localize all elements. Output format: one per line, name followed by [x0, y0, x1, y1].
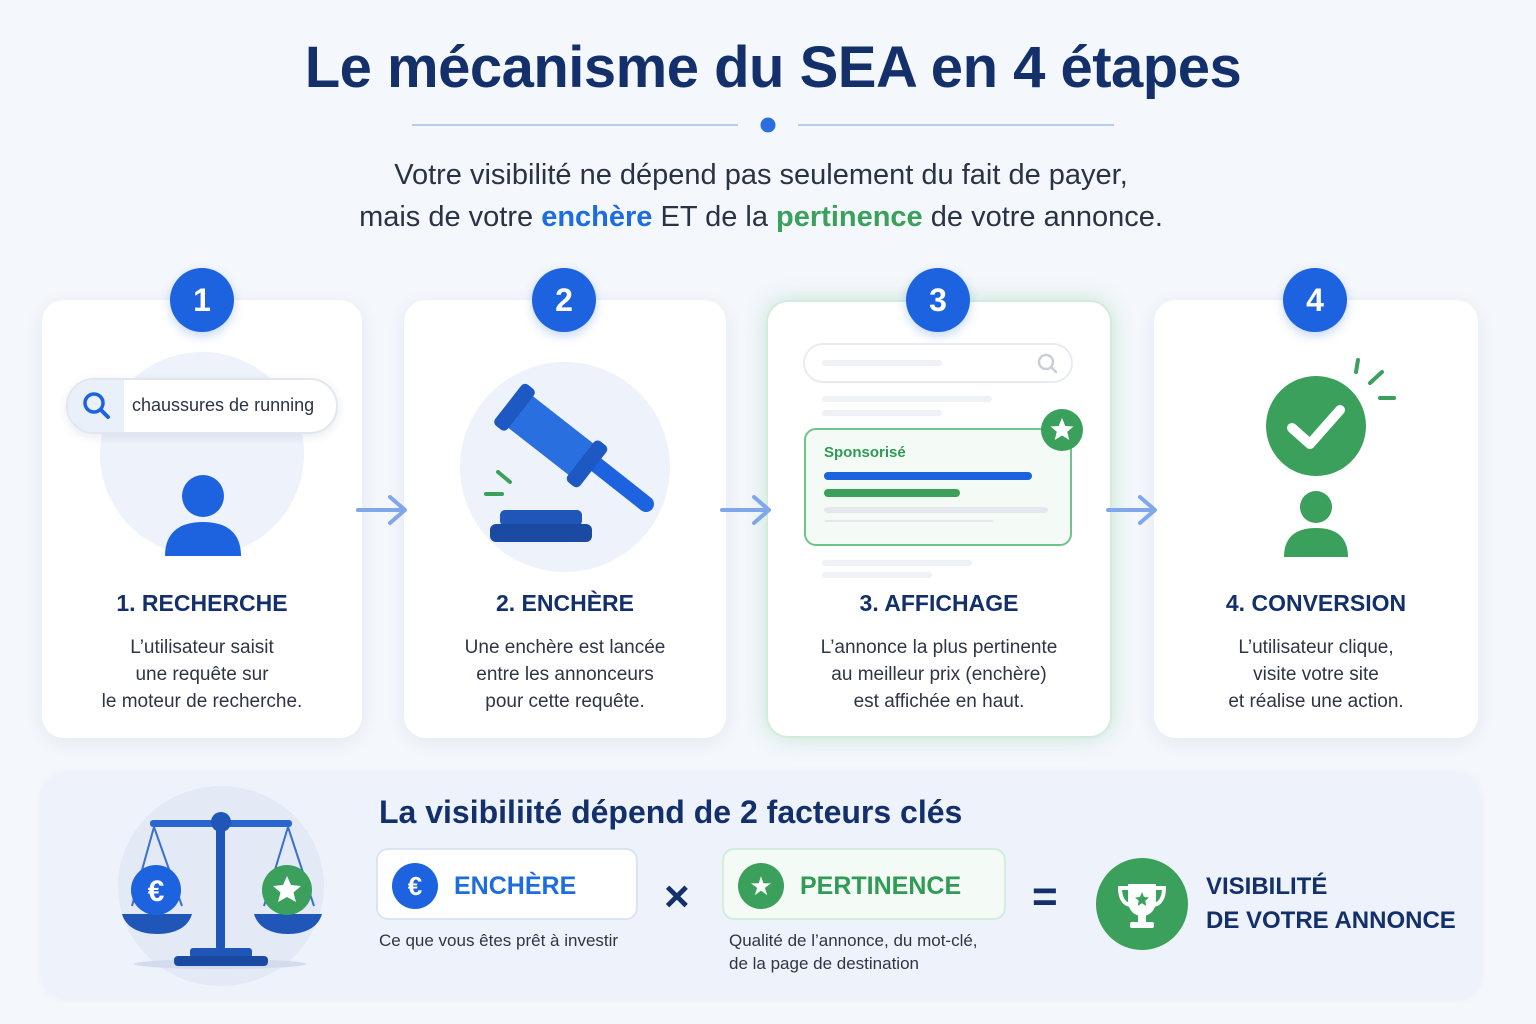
title-divider [0, 116, 1536, 134]
step-desc-1 [42, 634, 362, 715]
arrow-2-to-3 [718, 492, 774, 528]
subtitle-relevance-word: pertinence [776, 201, 923, 233]
user-icon [1283, 490, 1349, 558]
times-operator: × [664, 872, 690, 921]
factor-relevance-label: PERTINENCE [800, 872, 962, 900]
factor-relevance-desc-line: Qualité de l’annonce, du mot-clé, [729, 931, 978, 950]
factor-bid [376, 848, 638, 920]
page-title: Le mécanisme du SEA en 4 étapes [304, 35, 1242, 100]
step-title-4: 4. CONVERSION [1225, 590, 1407, 616]
search-bar [66, 378, 338, 434]
step-desc-1-line: L’utilisateur saisit [130, 637, 274, 658]
factor-bid-desc [379, 929, 618, 952]
step-number-4: 4 [1283, 268, 1347, 332]
search-query-text: chaussures de running [132, 395, 315, 415]
factor-relevance-desc [729, 929, 978, 975]
step-desc-3 [766, 634, 1112, 715]
check-icon [1262, 352, 1402, 480]
step-desc-4-line: et réalise une action. [1228, 691, 1404, 712]
result-line-2: DE VOTRE ANNONCE [1206, 907, 1456, 934]
subtitle-text-a: mais de votre [359, 201, 542, 233]
step-desc-2-line: pour cette requête. [485, 691, 645, 712]
step-desc-3-line: au meilleur prix (enchère) [831, 664, 1047, 685]
step-desc-2 [404, 634, 726, 715]
svg-text:€: € [147, 875, 165, 908]
sponsored-ad [804, 428, 1072, 546]
subtitle [0, 154, 1522, 238]
search-icon-wrap [68, 380, 124, 432]
step-title-3: 3. AFFICHAGE [859, 590, 1019, 616]
equals-operator: = [1032, 872, 1058, 921]
step-desc-3-line: est affichée en haut. [853, 691, 1025, 712]
trophy-badge [1096, 858, 1188, 950]
factor-bid-desc-line: Ce que vous êtes prêt à investir [379, 931, 619, 950]
step-desc-4 [1154, 634, 1478, 715]
step-number-1: 1 [170, 268, 234, 332]
factors-title: La visibiliité dépend de 2 facteurs clés [379, 794, 963, 830]
step-desc-4-line: L’utilisateur clique, [1238, 637, 1394, 658]
balance-scale-icon [116, 808, 326, 972]
factor-relevance [722, 848, 1006, 920]
result-line-1: VISIBILITÉ [1206, 873, 1328, 900]
step-title-2: 2. ENCHÈRE [495, 590, 635, 616]
search-icon [68, 380, 124, 432]
step-desc-2-line: Une enchère est lancée [464, 637, 666, 658]
step-desc-2-line: entre les annonceurs [476, 664, 654, 685]
arrow-1-to-2 [354, 492, 410, 528]
factor-bid-label: ENCHÈRE [454, 872, 577, 900]
ad-lines [824, 472, 1054, 522]
step-number-2: 2 [532, 268, 596, 332]
trophy-icon [1096, 858, 1188, 950]
subtitle-line-2 [0, 196, 1522, 238]
user-icon [160, 472, 246, 558]
step-number-3: 3 [906, 268, 970, 332]
result-text [1206, 870, 1456, 938]
star-badge-icon [1040, 408, 1084, 452]
step-desc-1-line: le moteur de recherche. [101, 691, 303, 712]
arrow-3-to-4 [1104, 492, 1160, 528]
euro-icon: € [392, 863, 438, 909]
subtitle-bid-word: enchère [541, 201, 653, 233]
step-desc-3-line: L’annonce la plus pertinente [820, 637, 1058, 658]
gavel-icon [470, 372, 670, 552]
factor-relevance-desc-line: de la page de destination [729, 954, 919, 973]
step-desc-1-line: une requête sur [135, 664, 269, 685]
step-desc-4-line: visite votre site [1253, 664, 1379, 685]
subtitle-text-c: de votre annonce. [922, 201, 1163, 233]
subtitle-line-1: Votre visibilité ne dépend pas seulement du fait de payer, [394, 159, 1128, 191]
subtitle-text-b: ET de la [652, 201, 777, 233]
star-icon: ★ [738, 863, 784, 909]
sponsored-label: Sponsorisé [824, 444, 906, 461]
step-title-1: 1. RECHERCHE [116, 590, 288, 616]
